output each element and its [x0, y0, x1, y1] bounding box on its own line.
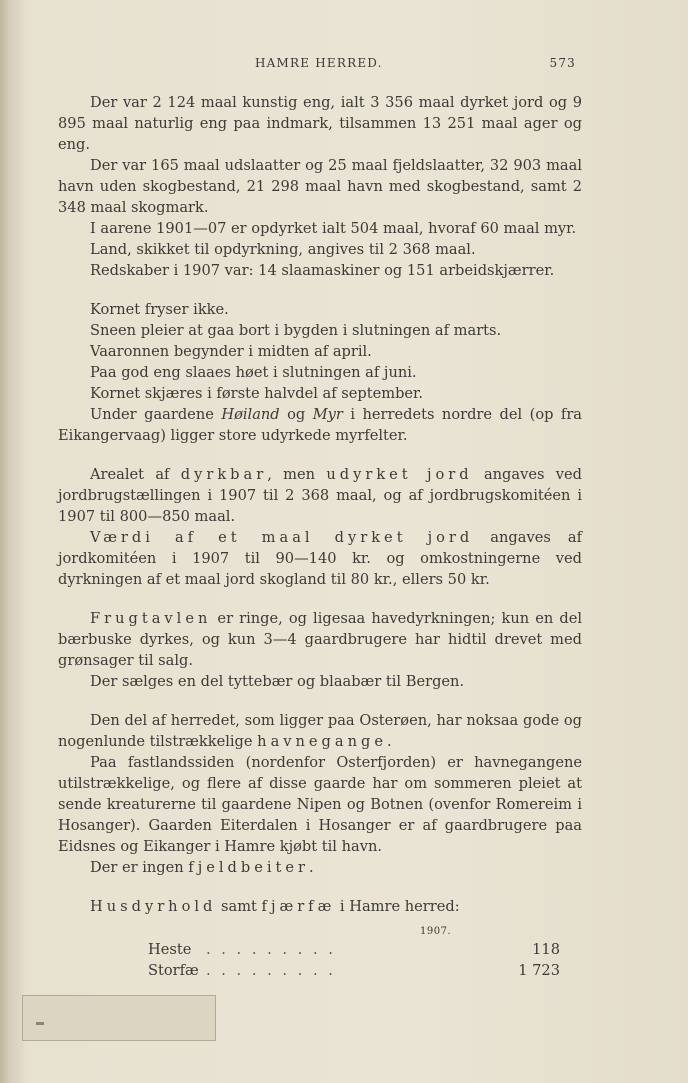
page-body	[58, 92, 582, 991]
paragraph-vaerdi: Værdi af et maal dyrket jord angaves af jordkomitéen i 1907 til 90—140 kr. og omkostningerne ved dyrkningen af et maal jord skogland til 80 kr., ellers 50 kr.	[58, 529, 582, 588]
place-name: Myr	[312, 406, 343, 423]
climate-line: Vaaronnen begynder i midten af april.	[90, 343, 372, 360]
paragraph-arealet: Arealet af dyrkbar, men udyrket jord angaves ved jordbrugstællingen i 1907 til 2 368 maal, og af jordbrugskomitéen i 1907 til 800—850 maal.	[58, 466, 583, 525]
livestock-value: 118	[532, 941, 560, 958]
spaced-term: fjærfæ	[261, 898, 336, 915]
paragraph-redskaber: Redskaber i 1907 var: 14 slaamaskiner og 151 arbeidskjærrer.	[90, 262, 555, 279]
paragraph-fastland: Paa fastlandssiden (nordenfor Osterfjorden) er havnegangene utilstrækkelige, og flere af disse gaarde har om sommeren pleiet at sende kreaturerne til gaardene Nipen og Botnen (ovenfor Romereim i Hosanger). Gaarden Eiterdalen i Hosanger er af gaardbrugere paa Eidsnes og Eikanger i Hamre kjøbt til havn.	[58, 754, 582, 855]
livestock-label: Heste	[148, 941, 192, 958]
section-gap	[58, 590, 582, 608]
spaced-term: Værdi af et maal dyrket jord	[90, 529, 474, 546]
livestock-row	[148, 960, 560, 981]
paragraph-eng: Der var 2 124 maal kunstig eng, ialt 3 356 maal dyrket jord og 9 895 maal naturlig eng paa indmark, tilsammen 13 251 maal ager og eng.	[58, 94, 582, 153]
paragraph-fjeldbeiter: Der er ingen fjeldbeiter.	[90, 859, 314, 876]
running-title: HAMRE HERRED.	[255, 56, 383, 70]
livestock-label: Storfæ	[148, 962, 199, 979]
section-gap	[58, 281, 582, 299]
leader-dots: . . . . . . . . .	[206, 962, 336, 979]
book-binding-edge	[0, 0, 24, 1083]
spaced-term: fjeldbeiter	[188, 859, 309, 876]
paragraph-myrfelter: Under gaardene Høiland og Myr i herredets nordre del (op fra Eikangervaag) ligger store udyrkede myrfelter.	[58, 406, 583, 444]
climate-line: Kornet skjæres i første halvdel af september.	[90, 385, 424, 402]
climate-line: Sneen pleier at gaa bort i bygden i slutningen af marts.	[90, 322, 502, 339]
section-gap	[58, 446, 582, 464]
leader-dots: . . . . . . . . .	[206, 941, 336, 958]
slip-mark	[36, 1022, 44, 1025]
climate-line: Kornet fryser ikke.	[90, 301, 229, 318]
paragraph-land: Land, skikket til opdyrkning, angives til 2 368 maal.	[90, 241, 476, 258]
spaced-term: udyrket jord	[326, 466, 473, 483]
livestock-year: 1907.	[420, 926, 452, 937]
section-gap	[58, 878, 582, 896]
paragraph-opdyrket: I aarene 1901—07 er opdyrket ialt 504 maal, hvoraf 60 maal myr.	[90, 220, 577, 237]
section-gap	[58, 692, 582, 710]
livestock-value: 1 723	[518, 962, 560, 979]
climate-line: Paa god eng slaaes høet i slutningen af juni.	[90, 364, 417, 381]
livestock-heading: Husdyrhold samt fjærfæ i Hamre herred:	[90, 898, 460, 915]
paragraph-frugtavl: Frugtavlen er ringe, og ligesaa havedyrkningen; kun en del bærbuske dyrkes, og kun 3—4 gaardbrugere har hidtil drevet med grønsager til salg.	[58, 610, 582, 669]
paragraph-tyttebaer: Der sælges en del tyttebær og blaabær til Bergen.	[90, 673, 465, 690]
spaced-term: havnegange	[257, 733, 387, 750]
page-number: 573	[549, 56, 576, 70]
livestock-row	[148, 939, 560, 960]
paragraph-udslaatter: Der var 165 maal udslaatter og 25 maal fjeldslaatter, 32 903 maal havn uden skogbestand, 21 298 maal havn med skogbestand, samt 2 348 maal skogmark.	[58, 157, 582, 216]
livestock-table	[58, 921, 582, 991]
paragraph-havnegange: Den del af herredet, som ligger paa Osterøen, har noksaa gode og nogenlunde tilstrækkelige havnegange.	[58, 712, 582, 750]
spaced-term: Frugtavlen	[90, 610, 212, 627]
page-header	[0, 56, 688, 76]
spaced-term: Husdyrhold	[90, 898, 217, 915]
spaced-term: dyrkbar	[180, 466, 268, 483]
place-name: Høiland	[221, 406, 280, 423]
paper-slip	[22, 995, 216, 1041]
